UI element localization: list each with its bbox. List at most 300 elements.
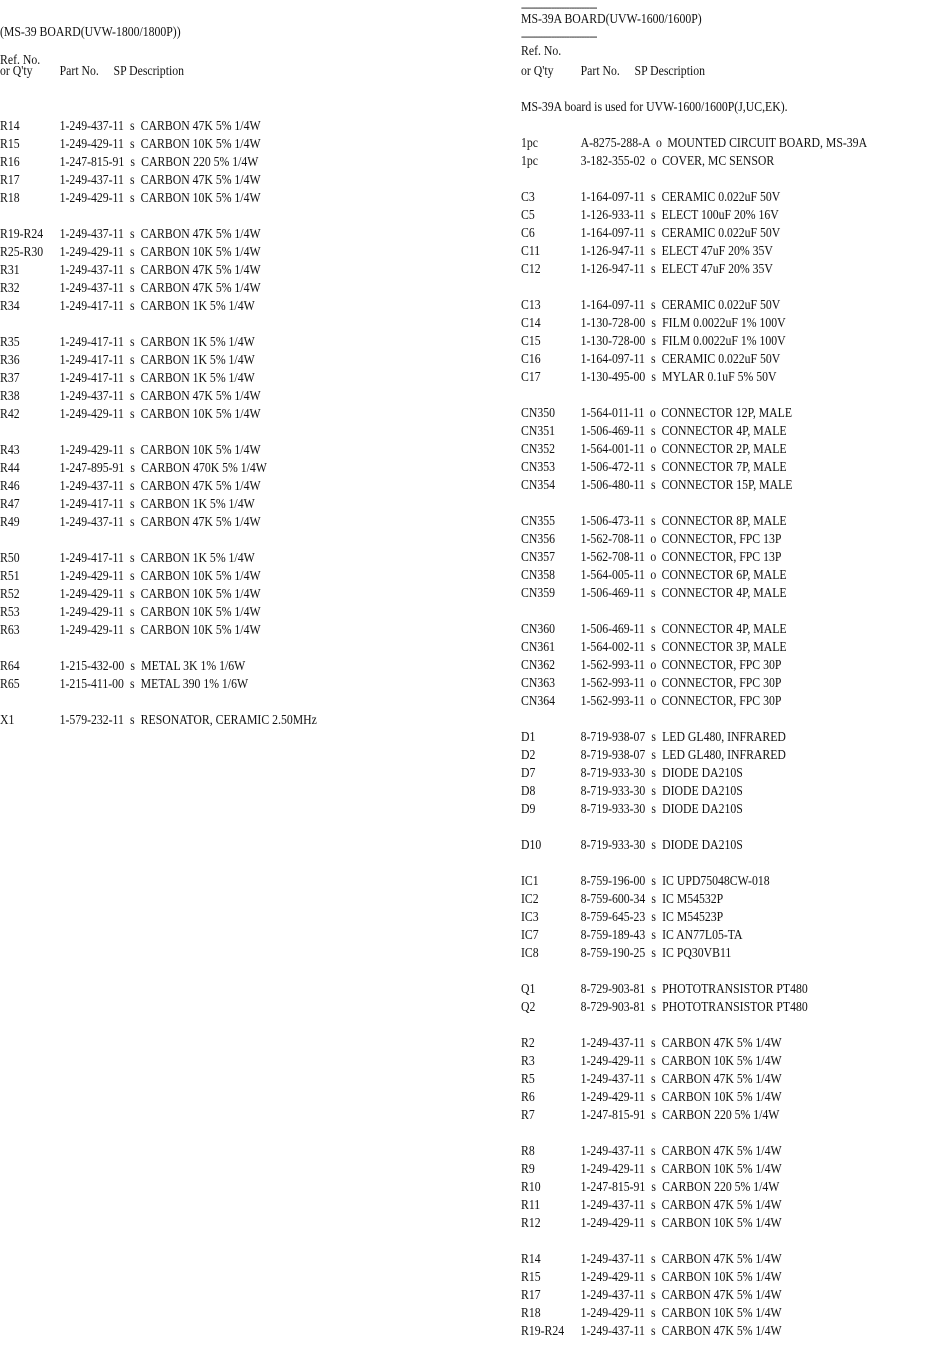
description: CERAMIC 0.022uF 50V <box>661 298 781 313</box>
board-note: MS-39A board is used for UVW-1600/1600P(J,UC,EK). <box>521 100 788 115</box>
ref-no: R44 <box>0 461 20 476</box>
sp-code: s <box>129 623 135 638</box>
part-no: 8-719-933-30 <box>580 802 646 817</box>
ref-no: R19-R24 <box>521 1324 565 1339</box>
description: CARBON 1K 5% 1/4W <box>140 299 255 314</box>
ref-no: D7 <box>521 766 536 781</box>
part-row <box>521 315 786 333</box>
part-row <box>521 225 780 243</box>
part-no: 1-249-429-11 <box>59 623 124 638</box>
part-no: 1-164-097-11 <box>580 226 645 241</box>
ref-no: IC8 <box>521 946 539 961</box>
part-row <box>521 477 792 495</box>
ref-no: R50 <box>0 551 20 566</box>
part-no: 1-249-429-11 <box>580 1162 645 1177</box>
description: ELECT 47uF 20% 35V <box>661 262 773 277</box>
part-row <box>0 442 261 460</box>
part-row <box>521 801 743 819</box>
part-no: 1-126-933-11 <box>580 208 645 223</box>
description: CARBON 47K 5% 1/4W <box>140 227 261 242</box>
part-row <box>0 658 245 676</box>
sp-code: s <box>650 1090 656 1105</box>
description: CONNECTOR 6P, MALE <box>661 568 787 583</box>
ref-no: CN364 <box>521 694 555 709</box>
sp-code: s <box>129 515 135 530</box>
description: METAL 390 1% 1/6W <box>140 677 249 692</box>
description: CARBON 10K 5% 1/4W <box>140 569 261 584</box>
ref-no: R2 <box>521 1036 535 1051</box>
ref-no: IC2 <box>521 892 539 907</box>
part-no: 1-249-437-11 <box>59 263 124 278</box>
ref-no: R14 <box>0 119 20 134</box>
part-row <box>521 441 787 459</box>
sp-code: s <box>650 1054 656 1069</box>
part-row <box>0 190 261 208</box>
description: CARBON 10K 5% 1/4W <box>661 1270 782 1285</box>
ref-no: R31 <box>0 263 20 278</box>
description: CARBON 10K 5% 1/4W <box>140 587 261 602</box>
sp-code: s <box>651 874 657 889</box>
part-row <box>0 586 261 604</box>
part-row <box>0 550 255 568</box>
ref-no: R37 <box>0 371 20 386</box>
description: FILM 0.0022uF 1% 100V <box>662 316 786 331</box>
description: DIODE DA210S <box>662 784 743 799</box>
sp-code: s <box>651 784 657 799</box>
part-row <box>521 405 792 423</box>
ref-no: CN357 <box>521 550 555 565</box>
part-no: A-8275-288-A <box>580 136 651 151</box>
part-row <box>521 945 731 963</box>
sp-code: s <box>129 119 135 134</box>
description: CARBON 220 5% 1/4W <box>662 1108 780 1123</box>
header-ref-no: Ref. No. <box>521 44 562 59</box>
part-row <box>521 747 786 765</box>
part-no: 1-249-417-11 <box>59 497 124 512</box>
sp-code: s <box>650 244 656 259</box>
description: CARBON 10K 5% 1/4W <box>661 1216 782 1231</box>
part-row <box>0 244 261 262</box>
part-row <box>521 675 781 693</box>
part-no: 8-719-933-30 <box>580 838 646 853</box>
part-row <box>521 153 774 171</box>
sp-code: s <box>130 155 136 170</box>
ref-no: R16 <box>0 155 20 170</box>
part-row <box>521 657 781 675</box>
part-row <box>521 531 781 549</box>
part-no: 1-247-815-91 <box>580 1180 646 1195</box>
ref-no: R36 <box>0 353 20 368</box>
ref-no: R14 <box>521 1252 541 1267</box>
ref-no: R12 <box>521 1216 541 1231</box>
sp-code: s <box>651 928 657 943</box>
ref-no: CN363 <box>521 676 555 691</box>
sp-code: s <box>129 371 135 386</box>
part-no: 1-249-417-11 <box>59 551 124 566</box>
ref-no: R18 <box>521 1306 541 1321</box>
description: MOUNTED CIRCUIT BOARD, MS-39A <box>667 136 868 151</box>
sp-code: s <box>650 352 656 367</box>
part-row <box>521 837 743 855</box>
description: CONNECTOR 3P, MALE <box>661 640 787 655</box>
ref-no: C15 <box>521 334 541 349</box>
part-row <box>521 567 787 585</box>
sp-code: s <box>651 910 657 925</box>
ref-no: R38 <box>0 389 20 404</box>
part-no: 8-719-938-07 <box>580 748 646 763</box>
sp-code: s <box>129 497 135 512</box>
description: METAL 3K 1% 1/6W <box>141 659 246 674</box>
ref-no: R53 <box>0 605 20 620</box>
ref-no: Q2 <box>521 1000 536 1015</box>
part-row <box>0 262 261 280</box>
sp-code: s <box>650 460 656 475</box>
part-row <box>521 1215 782 1233</box>
description: FILM 0.0022uF 1% 100V <box>662 334 786 349</box>
description: CARBON 1K 5% 1/4W <box>140 335 255 350</box>
part-no: 1-249-437-11 <box>580 1144 645 1159</box>
part-row <box>521 1305 782 1323</box>
part-row <box>521 1269 782 1287</box>
description: ELECT 100uF 20% 16V <box>661 208 779 223</box>
part-no: 1-249-429-11 <box>59 191 124 206</box>
part-row <box>521 1143 782 1161</box>
sp-code: s <box>650 1144 656 1159</box>
description: CARBON 10K 5% 1/4W <box>140 443 261 458</box>
sp-code: s <box>651 946 657 961</box>
part-row <box>521 135 867 153</box>
part-no: 1-249-429-11 <box>59 443 124 458</box>
part-no: 3-182-355-02 <box>580 154 646 169</box>
part-row <box>521 783 743 801</box>
part-no: 1-249-429-11 <box>580 1054 645 1069</box>
part-row <box>521 621 787 639</box>
part-row <box>0 352 255 370</box>
description: DIODE DA210S <box>662 802 743 817</box>
description: CERAMIC 0.022uF 50V <box>661 190 781 205</box>
part-row <box>521 1323 782 1341</box>
sp-code: s <box>650 640 656 655</box>
part-no: 1-506-469-11 <box>580 622 645 637</box>
part-no: 1-249-437-11 <box>59 515 124 530</box>
sp-code: s <box>129 443 135 458</box>
part-no: 1-249-429-11 <box>59 569 124 584</box>
part-row <box>521 1035 782 1053</box>
ref-no: R15 <box>521 1270 541 1285</box>
sp-code: o <box>656 136 662 151</box>
part-row <box>0 460 267 478</box>
sp-code: s <box>650 478 656 493</box>
part-no: 1-130-728-00 <box>580 316 646 331</box>
part-row <box>521 513 787 531</box>
ref-no: R15 <box>0 137 20 152</box>
part-row <box>521 423 787 441</box>
ref-no: R11 <box>521 1198 541 1213</box>
part-no: 1-249-437-11 <box>59 227 124 242</box>
description: CARBON 1K 5% 1/4W <box>140 551 255 566</box>
description: CARBON 47K 5% 1/4W <box>661 1144 782 1159</box>
part-row <box>0 388 261 406</box>
part-no: 8-759-600-34 <box>580 892 646 907</box>
description: CARBON 47K 5% 1/4W <box>661 1324 782 1339</box>
ref-no: R7 <box>521 1108 535 1123</box>
ref-no: D9 <box>521 802 536 817</box>
part-no: 1-562-708-11 <box>580 532 645 547</box>
ref-no: CN358 <box>521 568 555 583</box>
ref-no: R32 <box>0 281 20 296</box>
part-row <box>521 873 770 891</box>
sp-code: s <box>650 1252 656 1267</box>
part-row <box>521 1053 782 1071</box>
part-no: 1-562-708-11 <box>580 550 645 565</box>
part-row <box>521 459 787 477</box>
ref-no: C11 <box>521 244 541 259</box>
description: CARBON 10K 5% 1/4W <box>661 1162 782 1177</box>
ref-no: D10 <box>521 838 542 853</box>
part-row <box>521 1287 782 1305</box>
part-row <box>0 604 261 622</box>
top-dash-rule: ------------------------------ <box>521 0 597 14</box>
sp-code: s <box>650 1288 656 1303</box>
part-no: 1-564-011-11 <box>580 406 645 421</box>
part-row <box>521 765 743 783</box>
part-no: 1-249-417-11 <box>59 335 124 350</box>
sp-code: s <box>651 1000 657 1015</box>
description: CARBON 10K 5% 1/4W <box>661 1090 782 1105</box>
part-no: 8-719-933-30 <box>580 784 646 799</box>
sp-code: s <box>650 1198 656 1213</box>
board-title: (MS-39 BOARD(UVW-1800/1800P)) <box>0 25 181 40</box>
part-no: 8-759-189-43 <box>580 928 646 943</box>
part-no: 1-249-429-11 <box>580 1306 645 1321</box>
part-no: 1-215-432-00 <box>59 659 125 674</box>
part-no: 1-506-473-11 <box>580 514 645 529</box>
part-row <box>521 369 776 387</box>
part-row <box>521 981 808 999</box>
sp-code: o <box>649 406 656 421</box>
ref-no: CN352 <box>521 442 555 457</box>
ref-no: R5 <box>521 1072 535 1087</box>
part-no: 1-249-429-11 <box>59 587 124 602</box>
description: CARBON 10K 5% 1/4W <box>140 623 261 638</box>
description: CARBON 10K 5% 1/4W <box>140 191 261 206</box>
description: LED GL480, INFRARED <box>662 730 786 745</box>
title-dash-rule: ------------------------------ <box>521 29 597 43</box>
description: CARBON 220 5% 1/4W <box>141 155 259 170</box>
part-no: 1-249-437-11 <box>580 1072 645 1087</box>
part-no: 1-249-417-11 <box>59 353 124 368</box>
description: RESONATOR, CERAMIC 2.50MHz <box>140 713 317 728</box>
description: CARBON 1K 5% 1/4W <box>140 353 255 368</box>
part-row <box>521 297 780 315</box>
description: CONNECTOR 4P, MALE <box>661 424 787 439</box>
sp-code: s <box>651 766 657 781</box>
ref-no: R35 <box>0 335 20 350</box>
ref-no: R34 <box>0 299 20 314</box>
part-row <box>521 351 780 369</box>
part-row <box>521 891 723 909</box>
sp-code: s <box>650 586 656 601</box>
part-no: 1-249-429-11 <box>59 407 124 422</box>
part-no: 1-249-437-11 <box>580 1324 645 1339</box>
description: CARBON 47K 5% 1/4W <box>140 119 261 134</box>
sp-code: s <box>129 551 135 566</box>
sp-code: s <box>651 748 657 763</box>
description: IC M54523P <box>662 910 724 925</box>
description: LED GL480, INFRARED <box>662 748 786 763</box>
part-row <box>521 1179 779 1197</box>
part-no: 1-215-411-00 <box>59 677 124 692</box>
part-row <box>521 729 786 747</box>
sp-code: s <box>129 137 135 152</box>
sp-code: s <box>129 227 135 242</box>
sp-code: s <box>651 334 657 349</box>
description: CONNECTOR 4P, MALE <box>661 622 787 637</box>
sp-code: s <box>650 1162 656 1177</box>
sp-code: s <box>651 730 657 745</box>
description: IC UPD75048CW-018 <box>662 874 770 889</box>
part-no: 8-729-903-81 <box>580 982 646 997</box>
part-row <box>0 118 261 136</box>
ref-no: R42 <box>0 407 20 422</box>
description: CARBON 10K 5% 1/4W <box>140 245 261 260</box>
ref-no: R46 <box>0 479 20 494</box>
description: CONNECTOR, FPC 30P <box>661 658 782 673</box>
ref-no: IC7 <box>521 928 539 943</box>
ref-no: C6 <box>521 226 535 241</box>
description: DIODE DA210S <box>662 766 743 781</box>
ref-no: CN354 <box>521 478 555 493</box>
ref-no: R52 <box>0 587 20 602</box>
part-row <box>521 909 723 927</box>
sp-code: o <box>650 568 657 583</box>
part-no: 1-130-728-00 <box>580 334 646 349</box>
part-no: 1-506-472-11 <box>580 460 645 475</box>
sp-code: s <box>650 1306 656 1321</box>
ref-no: R51 <box>0 569 20 584</box>
part-no: 1-249-429-11 <box>59 245 124 260</box>
part-no: 1-564-001-11 <box>580 442 645 457</box>
ref-no: IC1 <box>521 874 539 889</box>
ref-no: R65 <box>0 677 20 692</box>
column-header <box>0 63 184 81</box>
part-row <box>0 226 261 244</box>
part-no: 1-506-480-11 <box>580 478 645 493</box>
part-row <box>521 1089 782 1107</box>
sp-code: s <box>129 587 135 602</box>
description: CONNECTOR 8P, MALE <box>661 514 787 529</box>
sp-code: s <box>129 281 135 296</box>
description: CONNECTOR 4P, MALE <box>661 586 787 601</box>
sp-code: s <box>129 713 135 728</box>
part-row <box>521 585 787 603</box>
part-row <box>0 496 255 514</box>
part-row <box>521 189 780 207</box>
ref-no: CN351 <box>521 424 555 439</box>
description: PHOTOTRANSISTOR PT480 <box>662 1000 808 1015</box>
ref-no: R8 <box>521 1144 535 1159</box>
description: CONNECTOR 7P, MALE <box>661 460 787 475</box>
part-no: 1-579-232-11 <box>59 713 124 728</box>
sp-code: s <box>129 605 135 620</box>
ref-no: IC3 <box>521 910 539 925</box>
part-row <box>521 333 786 351</box>
part-no: 8-759-196-00 <box>580 874 646 889</box>
part-no: 1-130-495-00 <box>580 370 646 385</box>
ref-no: C14 <box>521 316 541 331</box>
sp-code: s <box>650 226 656 241</box>
ref-no: D1 <box>521 730 536 745</box>
description: CARBON 47K 5% 1/4W <box>140 263 261 278</box>
part-no: 1-249-437-11 <box>59 479 124 494</box>
sp-code: s <box>650 514 656 529</box>
part-no: 1-506-469-11 <box>580 586 645 601</box>
sp-code: s <box>650 1270 656 1285</box>
part-row <box>521 693 781 711</box>
ref-no: CN362 <box>521 658 555 673</box>
part-row <box>0 622 261 640</box>
ref-no: CN350 <box>521 406 555 421</box>
part-row <box>0 676 248 694</box>
description: CARBON 47K 5% 1/4W <box>140 281 261 296</box>
sp-code: s <box>129 569 135 584</box>
ref-no: C3 <box>521 190 535 205</box>
header-ref-no: Ref. No. <box>0 53 41 68</box>
sp-code: s <box>650 298 656 313</box>
part-no: 1-247-815-91 <box>59 155 125 170</box>
part-row <box>0 172 261 190</box>
sp-code: o <box>650 658 657 673</box>
ref-no: C17 <box>521 370 541 385</box>
ref-no: CN361 <box>521 640 555 655</box>
description: CARBON 47K 5% 1/4W <box>661 1252 782 1267</box>
description: CONNECTOR 15P, MALE <box>661 478 793 493</box>
description: CONNECTOR, FPC 13P <box>661 532 782 547</box>
sp-code: s <box>129 335 135 350</box>
part-no: 8-729-903-81 <box>580 1000 646 1015</box>
ref-no: X1 <box>0 713 15 728</box>
part-no: 1-562-993-11 <box>580 658 645 673</box>
sp-code: s <box>129 263 135 278</box>
sp-code: s <box>651 838 657 853</box>
description: CARBON 47K 5% 1/4W <box>661 1036 782 1051</box>
part-no: 1-249-429-11 <box>580 1216 645 1231</box>
ref-no: CN353 <box>521 460 555 475</box>
ref-no: CN360 <box>521 622 555 637</box>
ref-no: R64 <box>0 659 20 674</box>
ref-no: R43 <box>0 443 20 458</box>
sp-code: s <box>651 1180 657 1195</box>
description: CARBON 47K 5% 1/4W <box>140 389 261 404</box>
ref-no: R17 <box>0 173 20 188</box>
sp-code: s <box>651 1108 657 1123</box>
part-row <box>521 1197 782 1215</box>
part-no: 1-249-429-11 <box>580 1270 645 1285</box>
ref-no: R19-R24 <box>0 227 44 242</box>
ref-no: R47 <box>0 497 20 512</box>
description: CARBON 47K 5% 1/4W <box>661 1288 782 1303</box>
sp-code: s <box>651 370 657 385</box>
ref-no: CN355 <box>521 514 555 529</box>
part-row <box>0 334 255 352</box>
part-row <box>521 927 743 945</box>
description: IC M54532P <box>662 892 724 907</box>
sp-code: o <box>650 154 657 169</box>
description: CERAMIC 0.022uF 50V <box>661 226 781 241</box>
column-header <box>521 63 705 81</box>
sp-code: s <box>129 173 135 188</box>
sp-code: s <box>129 479 135 494</box>
